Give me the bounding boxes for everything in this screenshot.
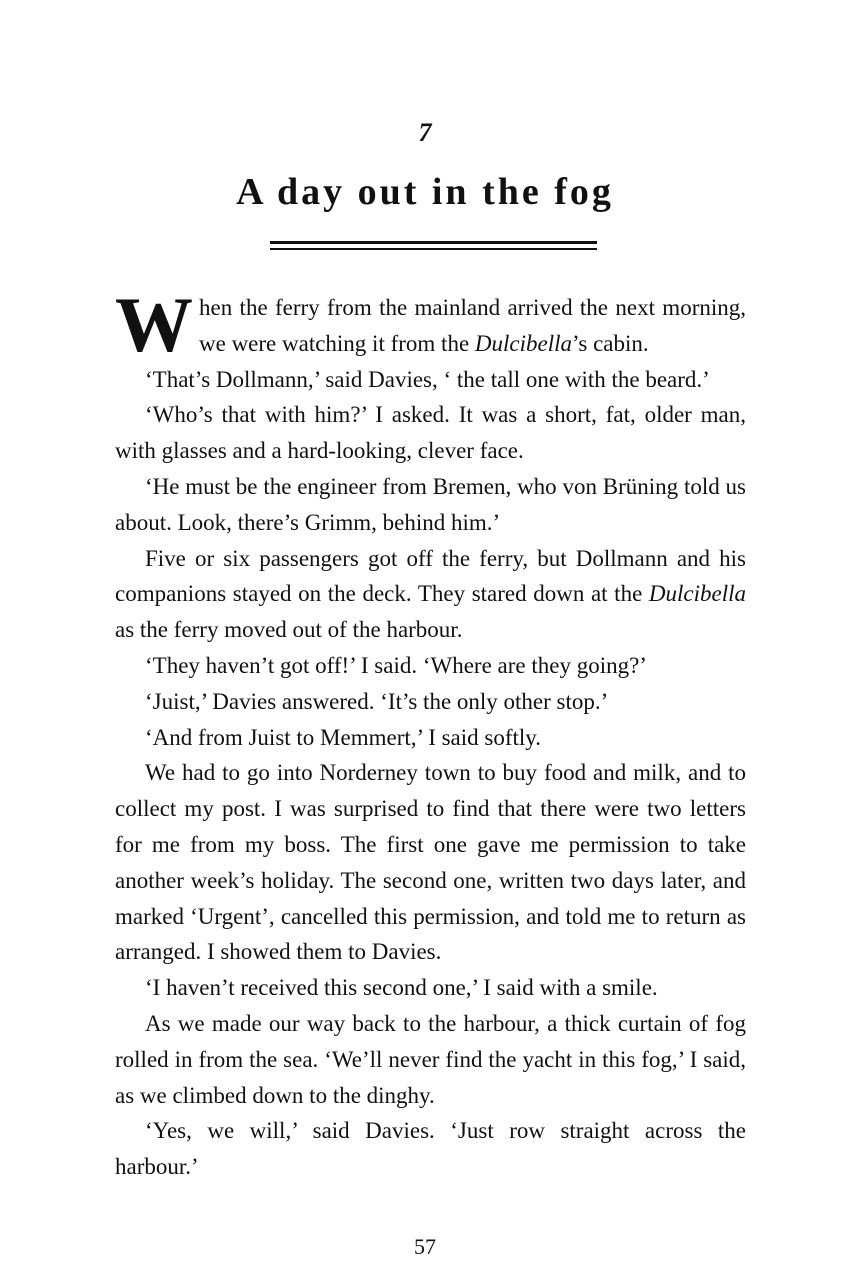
text-run: hen the ferry from the mainland arrived the next morning, we were watching it from the bbox=[199, 295, 746, 356]
chapter-body bbox=[115, 281, 746, 1185]
italic-text: Dulcibella bbox=[474, 330, 572, 356]
paragraph bbox=[115, 541, 746, 648]
paragraph bbox=[115, 648, 746, 684]
text-run: ‘Who’s that with him?’ I asked. It was a short, fat, older man, with glasses and a hard-looking, clever face. bbox=[115, 402, 746, 464]
text-run: ‘He must be the engineer from Bremen, who von Brüning told us about. Look, there’s Grimm, behind him.’ bbox=[115, 473, 746, 535]
text-run: As we made our way back to the harbour, a thick curtain of fog rolled in from the sea. ‘We’ll never find the yacht in this fog,’ I said, as we climbed down to the dinghy. bbox=[115, 1010, 746, 1108]
text-run: ‘Juist,’ Davies answered. ‘It’s the only other stop.’ bbox=[145, 688, 609, 714]
chapter-number: 7 bbox=[418, 118, 432, 147]
text-run: Five or six passengers got off the ferry, but Dollmann and his companions stayed on the deck. They stared down at the bbox=[115, 545, 746, 607]
paragraph bbox=[115, 397, 746, 469]
text-run: ‘They haven’t got off!’ I said. ‘Where are they going?’ bbox=[145, 652, 647, 678]
paragraph bbox=[115, 362, 746, 398]
text-run: as the ferry moved out of the harbour. bbox=[115, 617, 463, 643]
page-number: 57 bbox=[414, 1234, 436, 1259]
text-run: ‘And from Juist to Memmert,’ I said softly. bbox=[145, 724, 542, 750]
title-underline-bottom bbox=[270, 248, 597, 250]
drop-cap: W bbox=[115, 281, 193, 368]
paragraph bbox=[115, 970, 746, 1006]
text-run: We had to go into Norderney town to buy food and milk, and to collect my post. I was surprised to find that there were two letters for me from my boss. The first one gave me permission to take another week’s holiday. The second one, written two days later, and marked ‘Urgent’, cancelled this permission, and told me to return as arranged. I showed them to Davies. bbox=[115, 760, 746, 965]
italic-text: Dulcibella bbox=[648, 581, 746, 607]
chapter-title: A day out in the fog bbox=[236, 171, 614, 213]
text-run: ‘That’s Dollmann,’ said Davies, ‘ the tall one with the beard.’ bbox=[145, 366, 710, 392]
paragraph bbox=[115, 755, 746, 970]
text-run: ’s cabin. bbox=[572, 330, 649, 356]
paragraph bbox=[115, 684, 746, 720]
paragraph bbox=[115, 281, 746, 368]
paragraph bbox=[115, 720, 746, 756]
paragraph bbox=[115, 1113, 746, 1185]
text-run: ‘I haven’t received this second one,’ I said with a smile. bbox=[145, 975, 658, 1001]
paragraph bbox=[115, 469, 746, 541]
text-run: ‘Yes, we will,’ said Davies. ‘Just row straight across the harbour.’ bbox=[115, 1118, 746, 1180]
title-underline-top bbox=[270, 241, 597, 244]
paragraph bbox=[115, 1006, 746, 1113]
